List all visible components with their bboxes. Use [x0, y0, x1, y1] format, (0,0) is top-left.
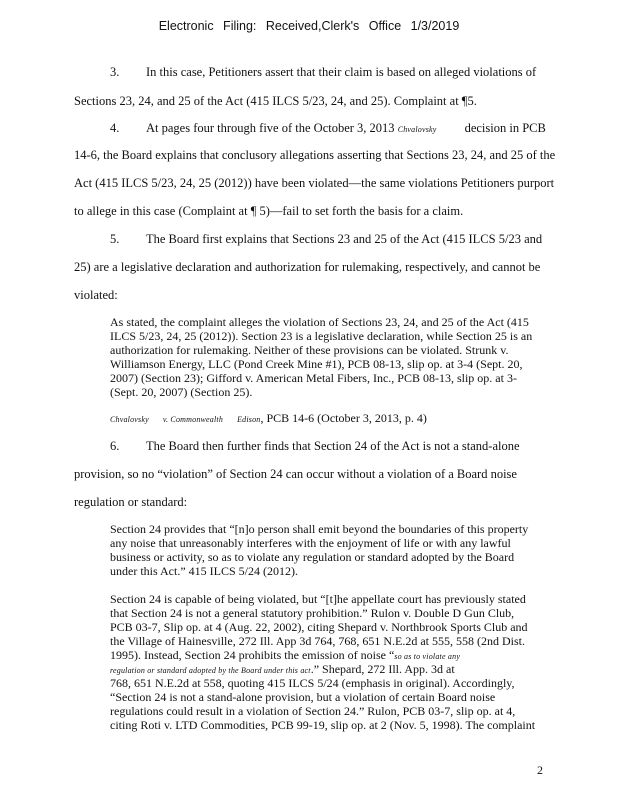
para6-number: 6. [110, 439, 120, 453]
quote2-line: Section 24 provides that “[n]o person shall emit beyond the boundaries of this property [110, 522, 529, 536]
quote2-line: under this Act.” 415 ILCS 5/24 (2012). [110, 564, 298, 578]
page-number: 2 [537, 763, 543, 777]
quote1-line: Williamson Energy, LLC (Pond Creek Mine #1), PCB 08-13, slip op. at 3-4 (Sept. 20, [110, 357, 523, 371]
quote2-line: business or activity, so as to violate any regulation or standard adopted by the Board [110, 550, 515, 564]
para6-line2: provision, so no “violation” of Section 24 can occur without a violation of a Board noise [74, 467, 517, 481]
para6-line1: 6. The Board then further finds that Section 24 of the Act is not a stand-alone [110, 439, 520, 453]
para4-line1: 4. At pages four through five of the October 3, 2013 Chvalovsky decision in PCB [110, 121, 546, 135]
quote3-line2: that Section 24 is not a general statutory prohibition.” Rulon v. Double D Gun Club, [110, 606, 515, 620]
quote3-line8: “Section 24 is not a stand-alone provision, but a violation of certain Board noise [110, 690, 496, 704]
quote1-line: 2007) (Section 23); Gifford v. American Metal Fibers, Inc., PCB 08-13, slip op. at 3- [110, 371, 517, 385]
quote3-line7: 768, 651 N.E.2d at 558, quoting 415 ILCS 5/24 (emphasis in original). Accordingly, [110, 676, 515, 690]
quote1-line: ILCS 5/23, 24, 25 (2012)). Section 23 is a legislative declaration, while Section 25 is an [110, 329, 533, 343]
quote3-line4: the Village of Hainesville, 272 Ill. App 3d 764, 768, 651 N.E.2d at 555, 558 (2nd Dist. [110, 634, 526, 648]
quote2-line: any noise that unreasonably interferes with the enjoyment of life or with any lawful [110, 536, 511, 550]
quote1-line: (Sept. 20, 2007) (Section 25). [110, 385, 253, 399]
quote1-line: As stated, the complaint alleges the violation of Sections 23, 24, and 25 of the Act (415 [110, 315, 529, 329]
para6-line3: regulation or standard: [74, 495, 188, 509]
para3-number: 3. [110, 65, 120, 79]
para4-line4: to allege in this case (Complaint at ¶ 5)—fail to set forth the basis for a claim. [74, 204, 464, 218]
emphasis-text: so as to violate any [394, 652, 461, 661]
quote1-line: authorization for rulemaking. Neither of these provisions can be violated. Strunk v. [110, 343, 509, 357]
case-name-chvalovsky: Chvalovsky [397, 125, 437, 134]
quote3-line5: 1995). Instead, Section 24 prohibits the emission of noise “so as to violate any [110, 648, 461, 662]
para3-line1: 3. In this case, Petitioners assert that their claim is based on alleged violations of [110, 65, 537, 79]
para5-line1: 5. The Board first explains that Sections 23 and 25 of the Act (415 ILCS 5/23 and [110, 232, 543, 246]
emphasis-text: regulation or standard adopted by the Board under this act [110, 666, 311, 675]
quote3-line3: PCB 03-7, Slip op. at 4 (Aug. 22, 2002), citing Shepard v. Northbrook Sports Club and [110, 620, 528, 634]
para4-number: 4. [110, 121, 120, 135]
para5-line3: violated: [74, 288, 118, 302]
para5-number: 5. [110, 232, 120, 246]
para3-line2: Sections 23, 24, and 25 of the Act (415 ILCS 5/23, 24, and 25). Complaint at ¶5. [74, 94, 477, 108]
quote3-line6: regulation or standard adopted by the Board under this act.” Shepard, 272 Ill. App. 3d at [110, 662, 455, 676]
para4-line2: 14-6, the Board explains that conclusory allegations asserting that Sections 23, 24, and 25 of the [74, 148, 556, 162]
quote3-line1: Section 24 is capable of being violated, but “[t]he appellate court has previously stated [110, 592, 526, 606]
quote1-citation: Chvalovsky v. Commonwealth Edison, PCB 14-6 (October 3, 2013, p. 4) [110, 411, 427, 425]
quote3-line9: regulations could result in a violation of Section 24.” Rulon, PCB 03-7, slip op. at 4, [110, 704, 516, 718]
filing-header: Electronic Filing: Received,Clerk's Office 1/3/2019 [158, 19, 460, 33]
para5-line2: 25) are a legislative declaration and authorization for rulemaking, respectively, and cannot be [74, 260, 541, 274]
para4-line3: Act (415 ILCS 5/23, 24, 25 (2012)) have been violated—the same violations Petitioners purport [74, 176, 555, 190]
quote3-line10: citing Roti v. LTD Commodities, PCB 99-19, slip op. at 2 (Nov. 5, 1998). The complaint [110, 718, 536, 732]
